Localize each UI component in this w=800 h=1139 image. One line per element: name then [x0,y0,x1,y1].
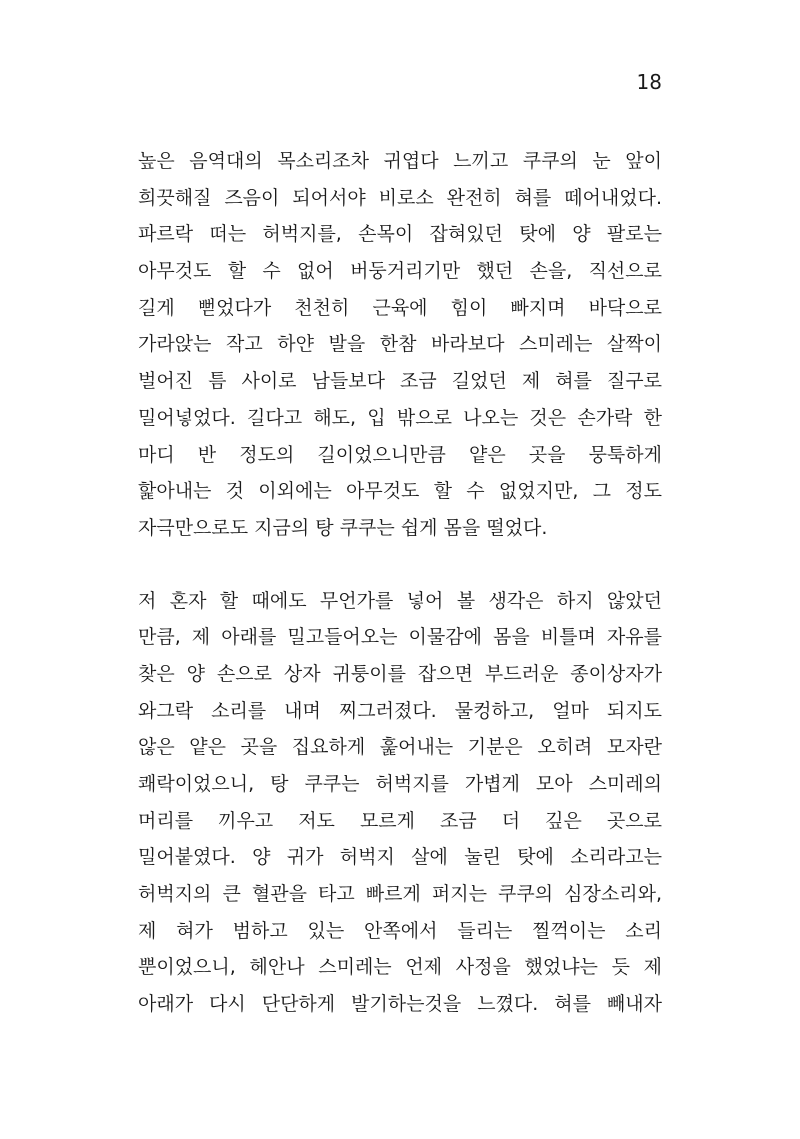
text-line: 찾은 양 손으로 상자 귀퉁이를 잡으면 부드러운 종이상자가 [138,662,662,685]
text-line: 자극만으로도 지금의 탕 쿠쿠는 쉽게 몸을 떨었다. [138,516,548,539]
text-line: 만큼, 제 아래를 밀고들어오는 이물감에 몸을 비틀며 자유를 [138,626,662,649]
text-line: 마디 반 정도의 길이었으니만큼 얕은 곳을 뭉툭하게 [138,443,662,466]
text-line: 뿐이었으니, 헤안나 스미레는 언제 사정을 했었냐는 듯 제 [138,956,662,979]
paragraph-1 [138,143,662,547]
page-number: 18 [636,70,662,94]
text-line: 높은 음역대의 목소리조차 귀엽다 느끼고 쿠쿠의 눈 앞이 [138,150,662,172]
text-line: 파르락 떠는 허벅지를, 손목이 잡혀있던 탓에 양 팔로는 [138,223,662,246]
text-line: 희끗해질 즈음이 되어서야 비로소 완전히 혀를 떼어내었다. [138,186,662,209]
text-line: 핥아내는 것 이외에는 아무것도 할 수 없었지만, 그 정도 [138,480,662,503]
text-line: 쾌락이었으니, 탕 쿠쿠는 허벅지를 가볍게 모아 스미레의 [138,773,662,795]
text-line: 가라앉는 작고 하얀 발을 한참 바라보다 스미레는 살짝이 [138,333,662,356]
text-line: 벌어진 틈 사이로 남들보다 조금 길었던 제 혀를 질구로 [138,370,662,393]
text-line: 않은 얕은 곳을 집요하게 훑어내는 기분은 오히려 모자란 [138,736,662,759]
text-line: 아무것도 할 수 없어 버둥거리기만 했던 손을, 직선으로 [138,260,662,283]
text-line: 밀어넣었다. 길다고 해도, 입 밖으로 나오는 것은 손가락 한 [138,406,662,429]
text-line: 밀어붙였다. 양 귀가 허벅지 살에 눌린 탓에 소리라고는 [138,846,662,869]
body-text [138,143,662,1023]
text-line: 머리를 끼우고 저도 모르게 조금 더 깊은 곳으로 [138,809,662,832]
text-line: 아래가 다시 단단하게 발기하는것을 느꼈다. 혀를 빼내자 [138,993,662,1016]
text-line: 길게 뻗었다가 천천히 근육에 힘이 빠지며 바닥으로 [138,296,662,319]
paragraph-2 [138,583,662,1023]
text-line: 제 혀가 범하고 있는 안쪽에서 들리는 찔꺽이는 소리 [138,919,662,942]
text-line: 허벅지의 큰 혈관을 타고 빠르게 퍼지는 쿠쿠의 심장소리와, [138,883,662,906]
text-line: 저 혼자 할 때에도 무언가를 넣어 볼 생각은 하지 않았던 [138,589,662,612]
text-line: 와그락 소리를 내며 찌그러졌다. 물컹하고, 얼마 되지도 [138,699,662,722]
